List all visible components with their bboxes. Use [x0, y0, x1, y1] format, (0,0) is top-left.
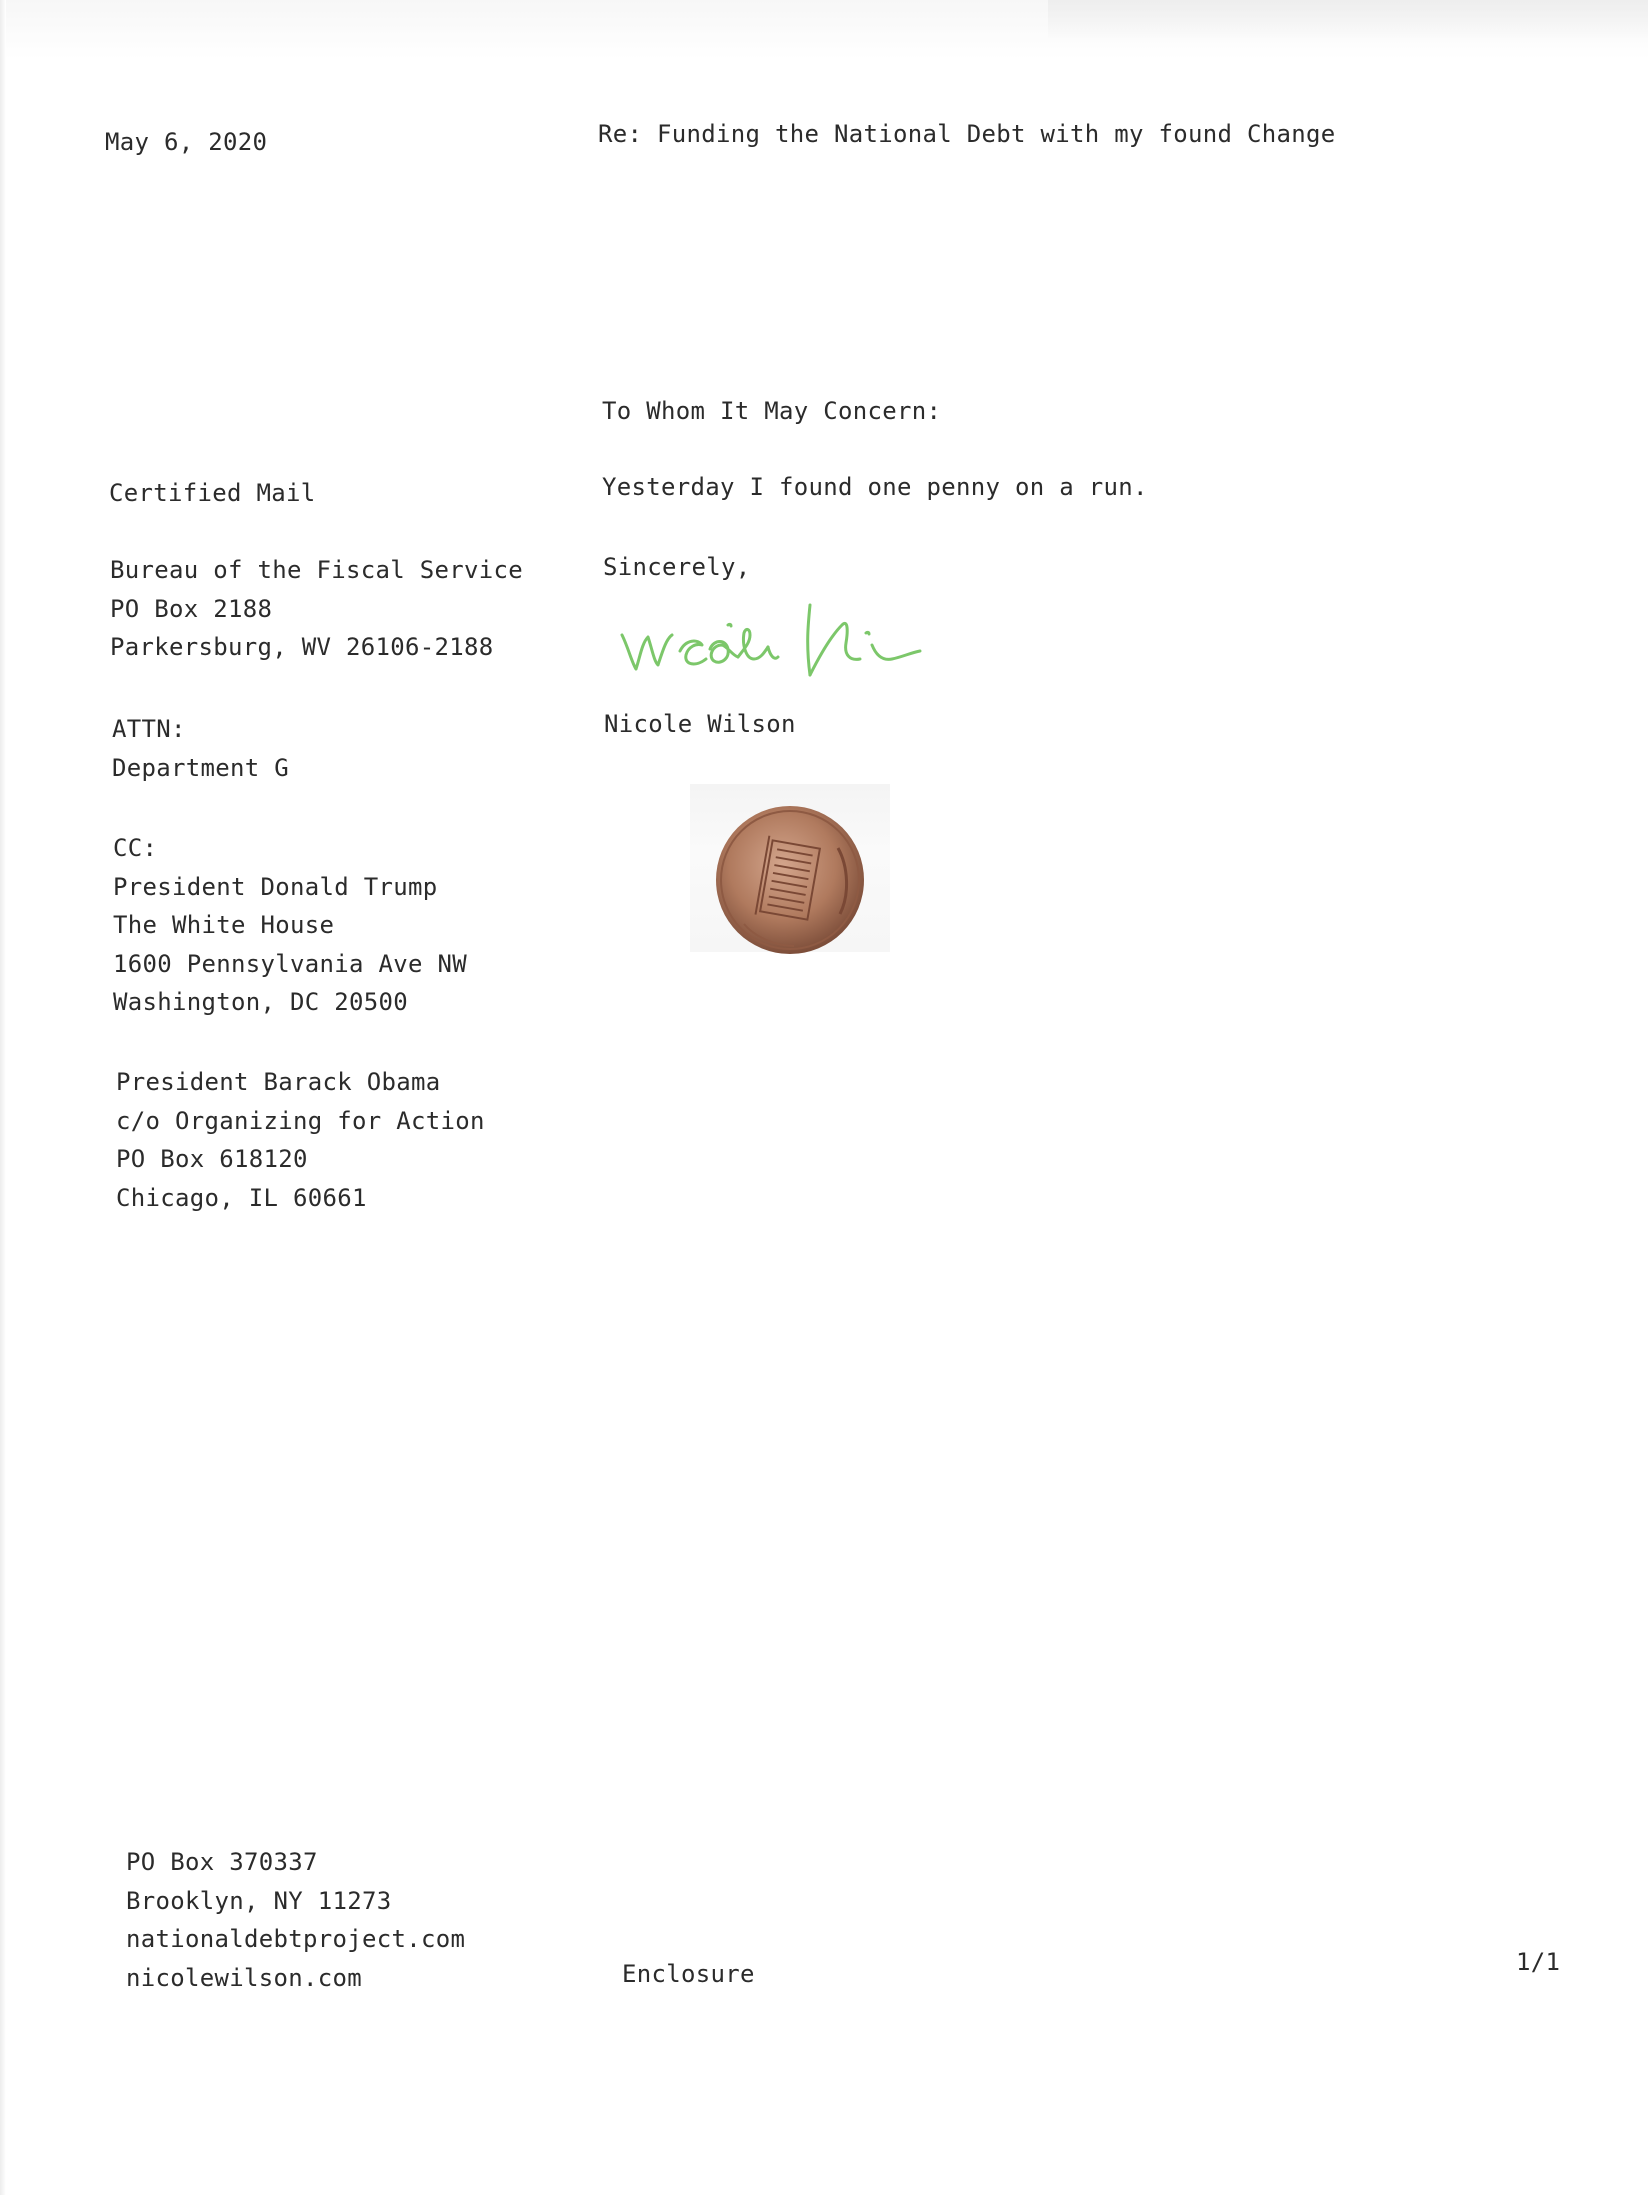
cc-line: Chicago, IL 60661	[116, 1183, 367, 1212]
scan-shadow	[1048, 0, 1648, 40]
signer-name: Nicole Wilson	[604, 710, 796, 738]
scan-edge	[0, 0, 6, 2195]
penny-icon	[714, 804, 866, 956]
cc-line: PO Box 618120	[116, 1145, 308, 1173]
sender-line: PO Box 370337	[126, 1848, 318, 1876]
cc-label: CC:	[113, 834, 158, 862]
cc-line: President Barack Obama	[116, 1068, 441, 1096]
recipient-line: Bureau of the Fiscal Service	[110, 556, 523, 584]
enclosure-penny-image	[690, 784, 890, 952]
cc-block	[113, 829, 467, 1022]
closing: Sincerely,	[603, 553, 751, 581]
attn-label: ATTN:	[112, 715, 186, 743]
sender-address	[126, 1843, 465, 1997]
cc-line: President Donald Trump	[113, 872, 438, 901]
body-text: Yesterday I found one penny on a run.	[602, 473, 1148, 501]
enclosure-label: Enclosure	[622, 1960, 755, 1988]
cc-line: The White House	[113, 911, 335, 939]
recipient-address	[110, 551, 523, 667]
subject-line: Re: Funding the National Debt with my found Change	[598, 120, 1336, 148]
sender-line: Brooklyn, NY 11273	[126, 1886, 392, 1915]
recipient-line: PO Box 2188	[110, 594, 273, 623]
cc-second-recipient	[116, 1063, 485, 1217]
cc-line: c/o Organizing for Action	[116, 1106, 485, 1135]
page-number: 1/1	[1516, 1948, 1561, 1976]
salutation: To Whom It May Concern:	[602, 397, 942, 425]
delivery-method: Certified Mail	[109, 479, 316, 507]
attn-block	[112, 710, 289, 787]
signature-image	[610, 585, 970, 685]
sender-line: nicolewilson.com	[126, 1963, 362, 1992]
letter-date: May 6, 2020	[105, 128, 268, 156]
cc-line: Washington, DC 20500	[113, 988, 408, 1016]
attn-department: Department G	[112, 753, 289, 782]
cc-line: 1600 Pennsylvania Ave NW	[113, 949, 467, 978]
recipient-line: Parkersburg, WV 26106-2188	[110, 633, 494, 661]
sender-line: nationaldebtproject.com	[126, 1925, 466, 1953]
